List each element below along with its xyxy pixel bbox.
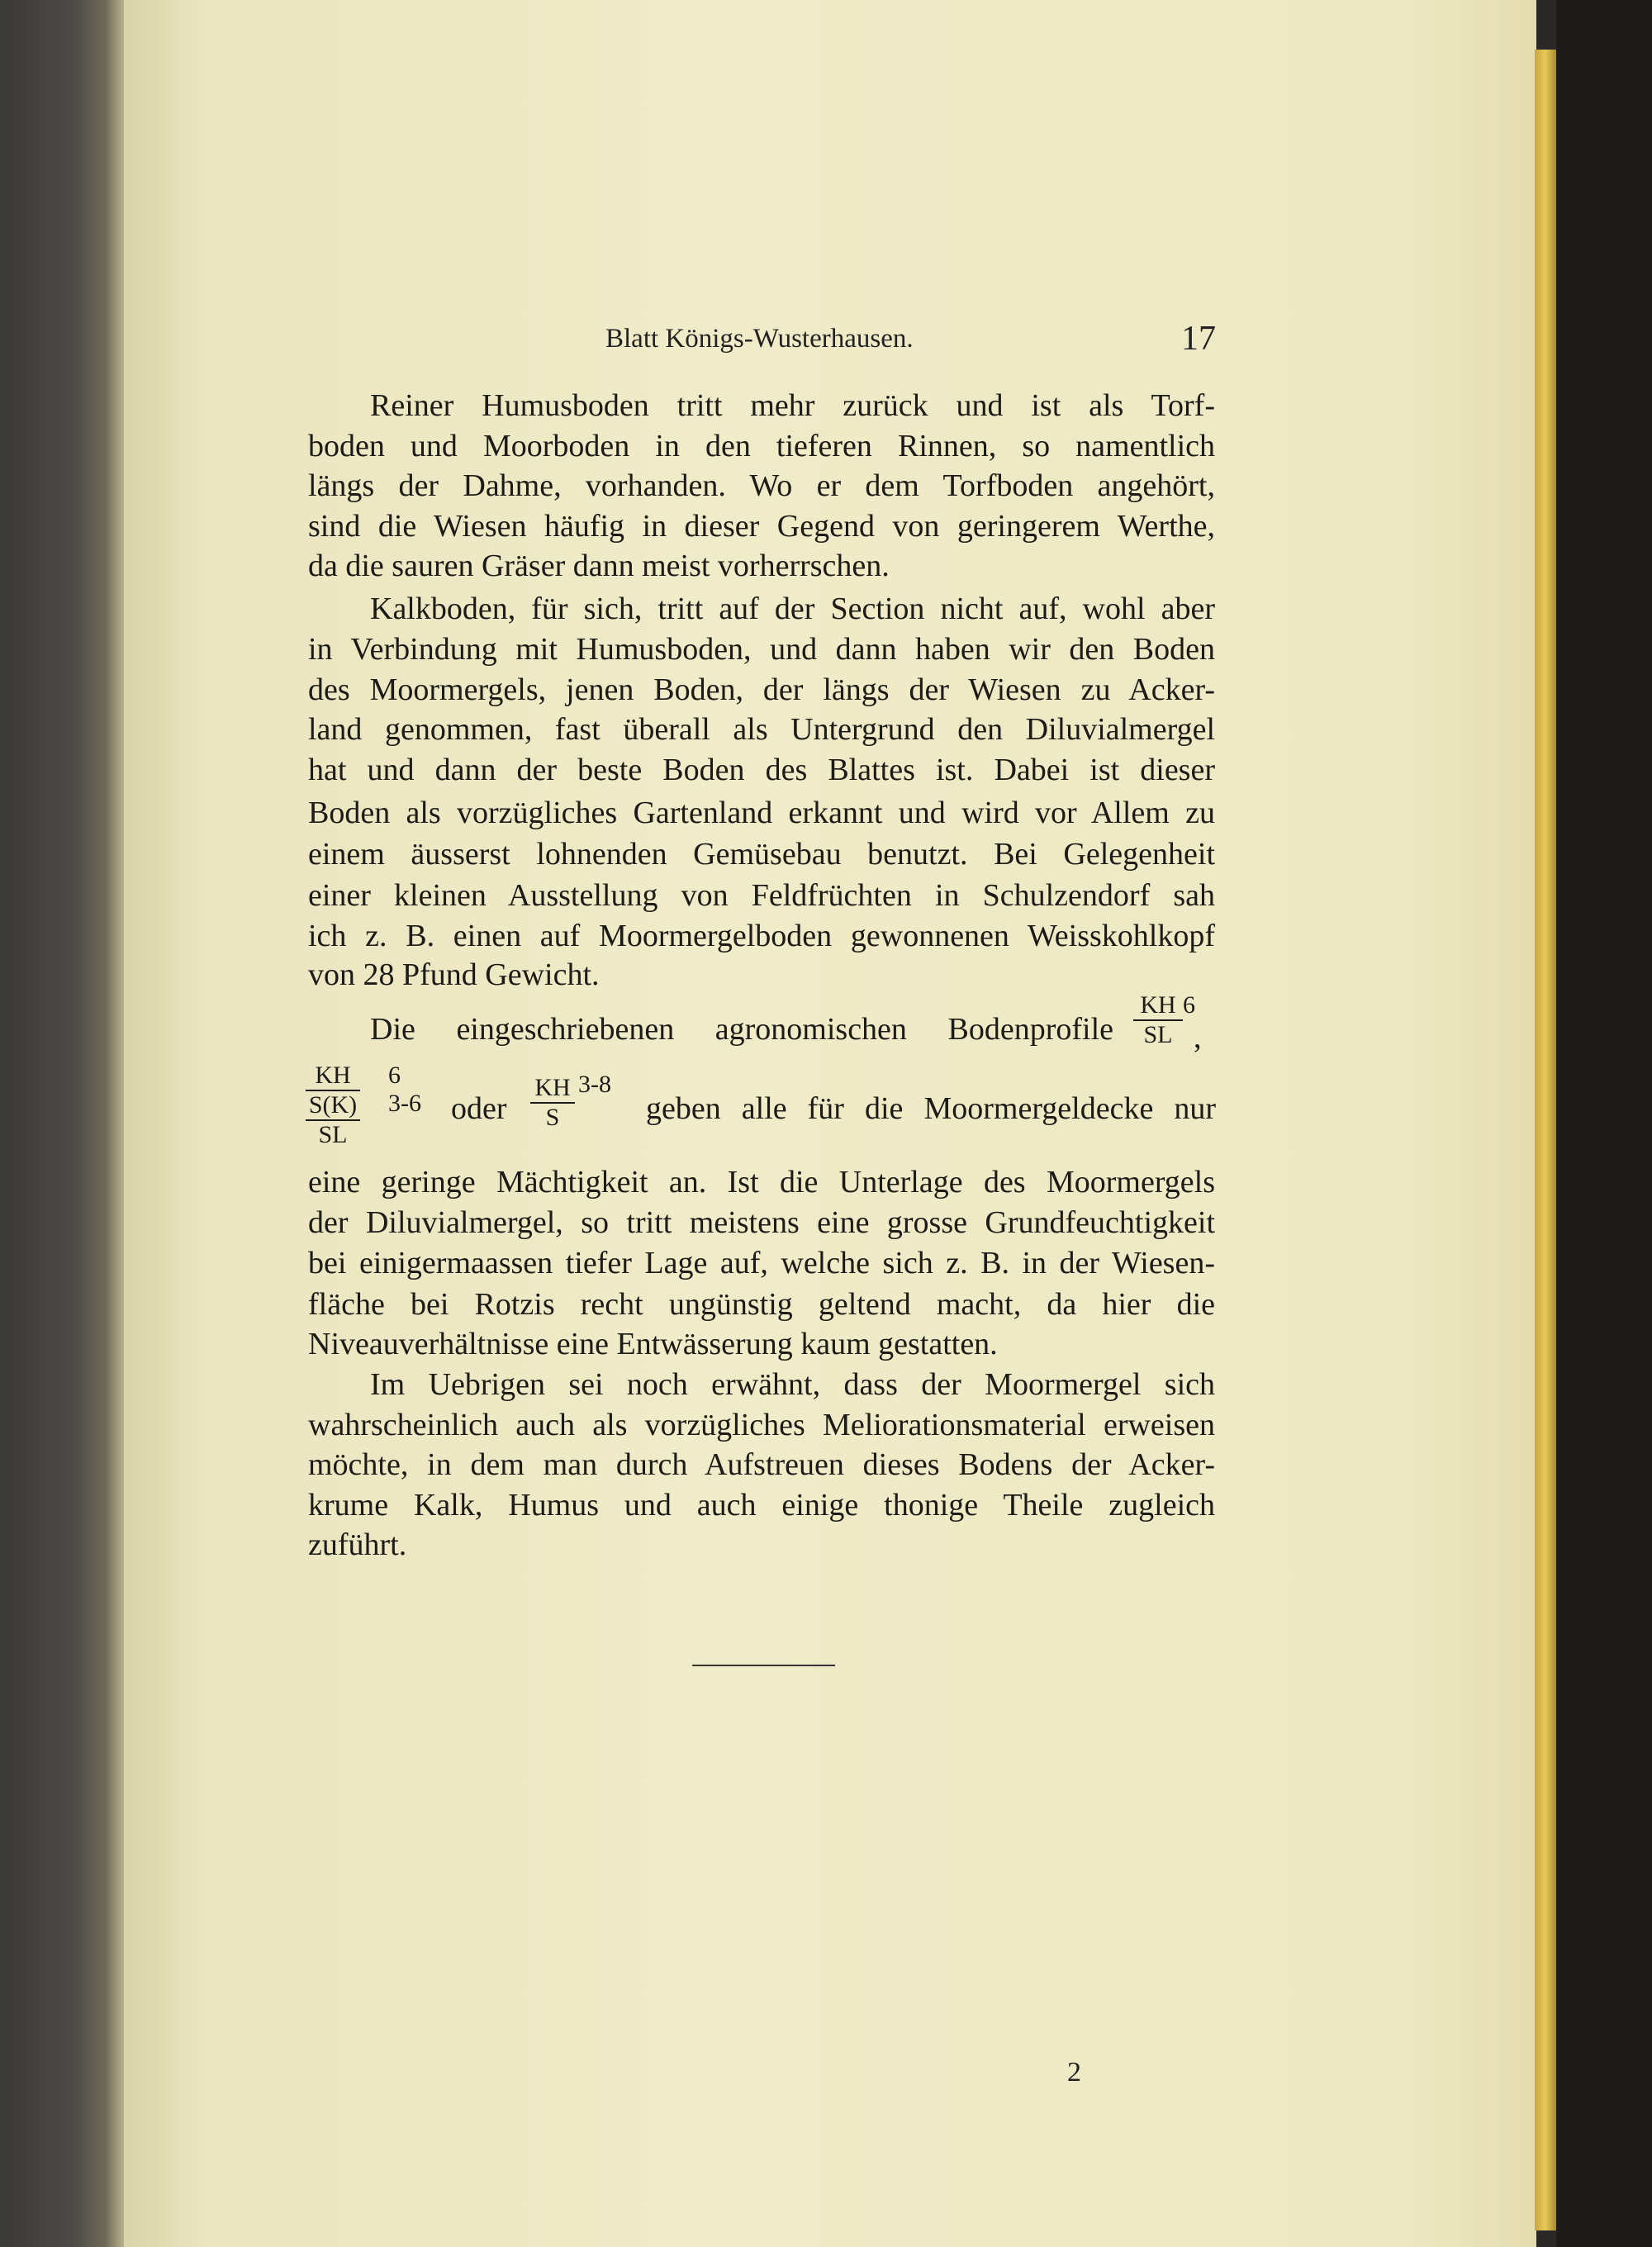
- text-line: möchte, in dem man durch Aufstreuen dieses Bodens der Acker-: [308, 1447, 1215, 1482]
- text-line: sind die Wiesen häufig in dieser Gegend von geringerem Werthe,: [308, 509, 1215, 544]
- profile-depth: 6: [1183, 991, 1195, 1019]
- signature-mark: 2: [1067, 2057, 1081, 2088]
- profile-fraction-3: [530, 1074, 575, 1132]
- running-title: Blatt Königs-Wusterhausen.: [605, 324, 914, 354]
- text-line: wahrscheinlich auch als vorzügliches Meliorationsmaterial erweisen: [308, 1408, 1215, 1442]
- fraction-denominator: S: [545, 1104, 560, 1131]
- text-line: Im Uebrigen sei noch erwähnt, dass der Moormergel sich: [370, 1367, 1215, 1402]
- text-line: Reiner Humusboden tritt mehr zurück und ist als Torf-: [370, 388, 1215, 423]
- fraction-denominator: SL: [318, 1121, 348, 1148]
- fraction-numerator: KH: [306, 1062, 360, 1091]
- text-line: eine geringe Mächtigkeit an. Ist die Unterlage des Moormergels: [308, 1165, 1215, 1200]
- text-line: der Diluvialmergel, so tritt meistens eine grosse Grundfeuchtigkeit: [308, 1205, 1215, 1240]
- text-line: Kalkboden, für sich, tritt auf der Section nicht auf, wohl aber: [370, 591, 1215, 626]
- fraction-middle: S(K): [306, 1091, 360, 1121]
- fraction-denominator: SL: [1143, 1021, 1173, 1048]
- fraction-numerator: KH: [1133, 991, 1183, 1021]
- book-binding: [1556, 0, 1652, 2247]
- connector-word: oder: [451, 1091, 507, 1126]
- profile-depth-2: 3-6: [388, 1090, 421, 1117]
- formula-line-text: geben alle für die Moormergeldecke nur: [646, 1091, 1216, 1126]
- text-line: krume Kalk, Humus und auch einige thonige Theile zugleich: [308, 1488, 1215, 1523]
- text-line: von 28 Pfund Gewicht.: [308, 957, 600, 992]
- text-line: zuführt.: [308, 1527, 407, 1562]
- page-number: 17: [1181, 320, 1216, 358]
- gilt-page-edge: [1535, 50, 1556, 2230]
- text-line: land genommen, fast überall als Untergrund den Diluvialmergel: [308, 712, 1215, 747]
- profile-fraction-1: [1133, 991, 1183, 1049]
- text-line: längs der Dahme, vorhanden. Wo er dem Torfboden angehört,: [308, 468, 1215, 503]
- profile-depth-1: 6: [388, 1062, 401, 1089]
- text-line: hat und dann der beste Boden des Blattes ist. Dabei ist dieser: [308, 753, 1215, 787]
- text-line: des Moormergels, jenen Boden, der längs der Wiesen zu Acker-: [308, 672, 1215, 707]
- text-line: Boden als vorzügliches Gartenland erkannt und wird vor Allem zu: [308, 796, 1215, 830]
- book-spine-edge: [0, 0, 124, 2247]
- text-line: da die sauren Gräser dann meist vorherrschen.: [308, 549, 890, 583]
- text-line: in Verbindung mit Humusboden, und dann haben wir den Boden: [308, 632, 1215, 667]
- comma: ,: [1194, 1020, 1202, 1055]
- text-line: boden und Moorboden in den tieferen Rinnen, so namentlich: [308, 429, 1215, 463]
- profile-fraction-2: [306, 1062, 360, 1149]
- text-line: Niveauverhältnisse eine Entwässerung kaum gestatten.: [308, 1327, 998, 1361]
- section-rule: [692, 1665, 835, 1666]
- profile-depth: 3-8: [578, 1071, 611, 1098]
- text-line: Die eingeschriebenen agronomischen Bodenprofile: [370, 1012, 1113, 1047]
- text-line: einer kleinen Ausstellung von Feldfrüchten in Schulzendorf sah: [308, 878, 1215, 913]
- fraction-numerator: KH: [530, 1074, 575, 1104]
- text-line: ich z. B. einen auf Moormergelboden gewonnenen Weisskohlkopf: [308, 919, 1215, 953]
- text-line: einem äusserst lohnenden Gemüsebau benutzt. Bei Gelegenheit: [308, 837, 1215, 872]
- text-line: bei einigermaassen tiefer Lage auf, welche sich z. B. in der Wiesen-: [308, 1246, 1215, 1280]
- text-line: fläche bei Rotzis recht ungünstig geltend macht, da hier die: [308, 1287, 1215, 1322]
